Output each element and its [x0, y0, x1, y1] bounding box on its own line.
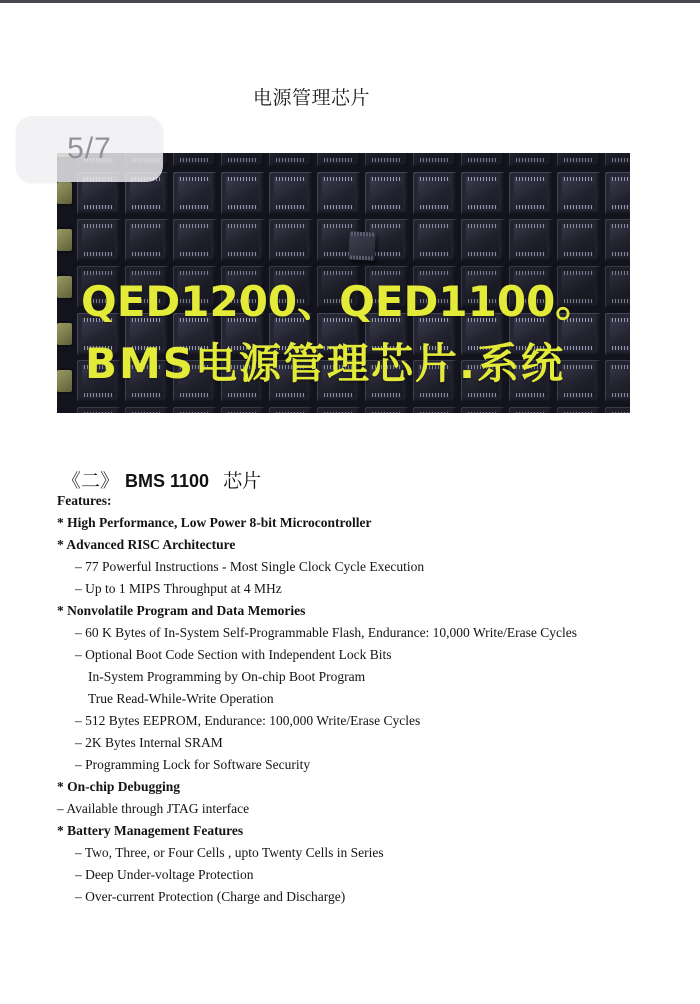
feature-line: – 77 Powerful Instructions - Most Single Clock Cycle Execution [75, 559, 425, 574]
chip-cell [221, 407, 264, 413]
olive-chip [57, 276, 72, 298]
chip-cell [365, 153, 408, 167]
olive-chip [57, 370, 72, 392]
section-heading [62, 466, 261, 493]
chip-cell [125, 219, 168, 261]
chip-cell [605, 153, 630, 167]
olive-chip [57, 182, 72, 204]
feature-line: – Available through JTAG interface [57, 801, 250, 816]
chip-cell [269, 153, 312, 167]
feature-line: – Optional Boot Code Section with Independent Lock Bits [75, 647, 392, 662]
chip-cell [365, 407, 408, 413]
lifted-chip [348, 231, 375, 260]
feature-line: * Advanced RISC Architecture [57, 537, 236, 552]
feature-line: – Deep Under-voltage Protection [75, 867, 254, 882]
chip-cell [557, 172, 600, 214]
chip-cell [461, 219, 504, 261]
olive-chip [57, 323, 72, 345]
feature-line: – 60 K Bytes of In-System Self-Programmable Flash, Endurance: 10,000 Write/Erase Cycles [75, 625, 577, 640]
chip-cell [605, 219, 630, 261]
chip-cell [317, 407, 360, 413]
page-indicator-label: 5/7 [67, 132, 112, 165]
heading-model: BMS 1100 [125, 471, 210, 491]
chip-cell [605, 360, 630, 402]
chip-cell [173, 153, 216, 167]
chip-cell [317, 172, 360, 214]
feature-line: In-System Programming by On-chip Boot Program [88, 669, 366, 684]
features-label: Features: [57, 493, 112, 508]
chip-cell [173, 407, 216, 413]
chip-cell [269, 407, 312, 413]
chip-cell [77, 219, 120, 261]
feature-line: – 512 Bytes EEPROM, Endurance: 100,000 Write/Erase Cycles [75, 713, 421, 728]
chip-cell [509, 407, 552, 413]
chip-cell [509, 172, 552, 214]
page-indicator-badge[interactable] [16, 116, 163, 182]
chip-cell [317, 153, 360, 167]
chip-cell [605, 313, 630, 355]
heading-suffix: 芯片 [223, 470, 262, 492]
chip-cell [221, 172, 264, 214]
chip-cell [557, 219, 600, 261]
chip-cell [413, 219, 456, 261]
chip-cell [557, 407, 600, 413]
chip-cell [173, 219, 216, 261]
feature-line: – 2K Bytes Internal SRAM [75, 735, 223, 750]
feature-line: * Nonvolatile Program and Data Memories [57, 603, 306, 618]
chip-cell [365, 172, 408, 214]
chip-cell [605, 172, 630, 214]
chip-cell [221, 219, 264, 261]
chip-cell [173, 172, 216, 214]
chip-cell [509, 219, 552, 261]
feature-line: True Read-While-Write Operation [88, 691, 274, 706]
feature-line: – Up to 1 MIPS Throughput at 4 MHz [75, 581, 282, 596]
olive-chip [57, 229, 72, 251]
chip-cell [605, 266, 630, 308]
chip-cell [125, 407, 168, 413]
chip-photo [57, 153, 630, 413]
top-edge-bar [0, 0, 700, 3]
chip-cell [461, 407, 504, 413]
chip-cell [413, 153, 456, 167]
chip-cell [461, 153, 504, 167]
chip-cell [557, 153, 600, 167]
feature-line: – Two, Three, or Four Cells , upto Twenty Cells in Series [75, 845, 384, 860]
photo-caption-line1: QED1200、QED1100。 [81, 277, 598, 326]
features-list [57, 490, 657, 908]
feature-line: * Battery Management Features [57, 823, 244, 838]
chip-cell [269, 219, 312, 261]
feature-line: * High Performance, Low Power 8-bit Microcontroller [57, 515, 372, 530]
chip-cell [413, 407, 456, 413]
heading-prefix: 《二》 [62, 470, 120, 492]
chip-cell [221, 153, 264, 167]
chip-cell [269, 172, 312, 214]
chip-cell [413, 172, 456, 214]
page-title: 电源管理芯片 [253, 87, 371, 109]
feature-line: – Over-current Protection (Charge and Discharge) [75, 889, 346, 904]
chip-cell [77, 407, 120, 413]
feature-line: – Programming Lock for Software Security [75, 757, 311, 772]
chip-cell [605, 407, 630, 413]
chip-cell [461, 172, 504, 214]
feature-line: * On-chip Debugging [57, 779, 181, 794]
photo-caption-line2: BMS电源管理芯片.系统 [85, 339, 566, 388]
chip-cell [509, 153, 552, 167]
